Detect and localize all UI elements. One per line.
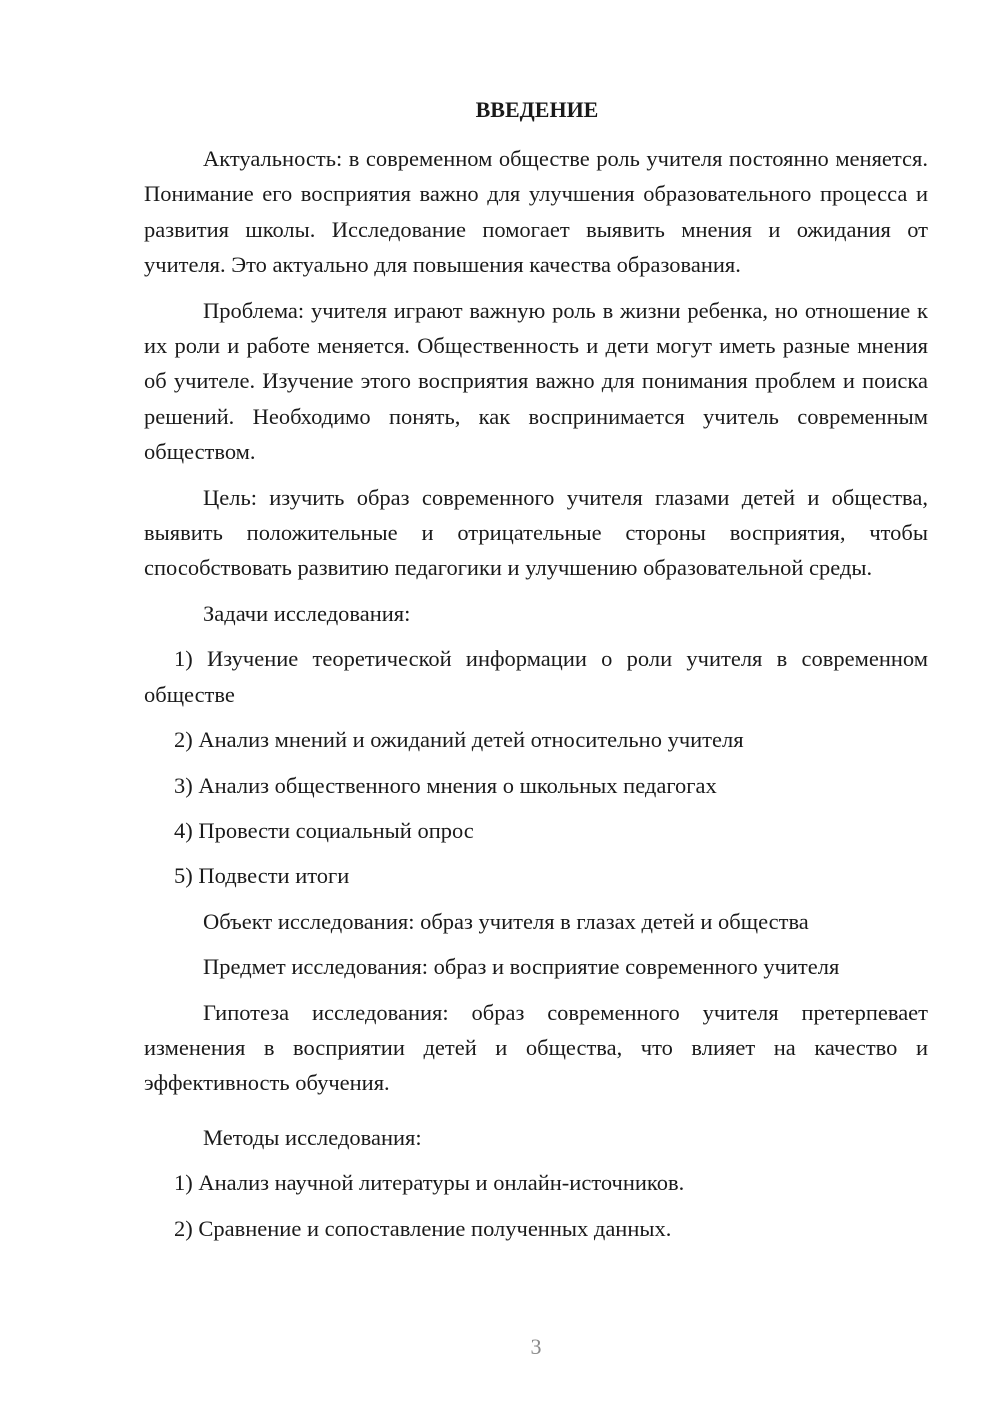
research-hypothesis: Гипотеза исследования: образ современного учителя претерпевает изменения в восприятии детей и общества, что влияет на качество и эффективность обучения. [144, 999, 928, 1096]
paragraph-relevance: Актуальность: в современном обществе роль учителя постоянно меняется. Понимание его восприятия важно для улучшения образовательного процесса и развития школы. Исследование помогает выявить мнения и ожидания от учителя. Это актуально для повышения качества образования. [144, 146, 928, 278]
research-subject: Предмет исследования: образ и восприятие современного учителя [203, 954, 840, 980]
tasks-title: Задачи исследования: [203, 600, 411, 626]
document-page [144, 92, 928, 1256]
task-item-4: 4) Провести социальный опрос [174, 817, 474, 843]
method-item-1: 1) Анализ научной литературы и онлайн-источников. [174, 1170, 685, 1196]
research-object: Объект исследования: образ учителя в глазах детей и общества [203, 908, 809, 934]
paragraph-goal: Цель: изучить образ современного учителя глазами детей и общества, выявить положительные и отрицательные стороны восприятия, чтобы способствовать развитию педагогики и улучшению образовательной среды. [144, 484, 928, 581]
task-item-3: 3) Анализ общественного мнения о школьных педагогах [174, 772, 717, 798]
task-item-2: 2) Анализ мнений и ожиданий детей относительно учителя [174, 727, 744, 753]
page-number: 3 [530, 1334, 542, 1359]
page-title: ВВЕДЕНИЕ [475, 97, 599, 122]
method-item-2: 2) Сравнение и сопоставление полученных данных. [174, 1215, 672, 1241]
task-item-1: 1) Изучение теоретической информации о роли учителя в современном обществе [144, 646, 928, 707]
methods-title: Методы исследования: [203, 1124, 422, 1150]
task-item-5: 5) Подвести итоги [174, 863, 350, 889]
paragraph-problem: Проблема: учителя играют важную роль в жизни ребенка, но отношение к их роли и работе меняется. Общественность и дети могут иметь разные мнения об учителе. Изучение этого восприятия важно для понимания проблем и поиска решений. Необходимо понять, как воспринимается учитель современным обществом. [144, 297, 928, 465]
